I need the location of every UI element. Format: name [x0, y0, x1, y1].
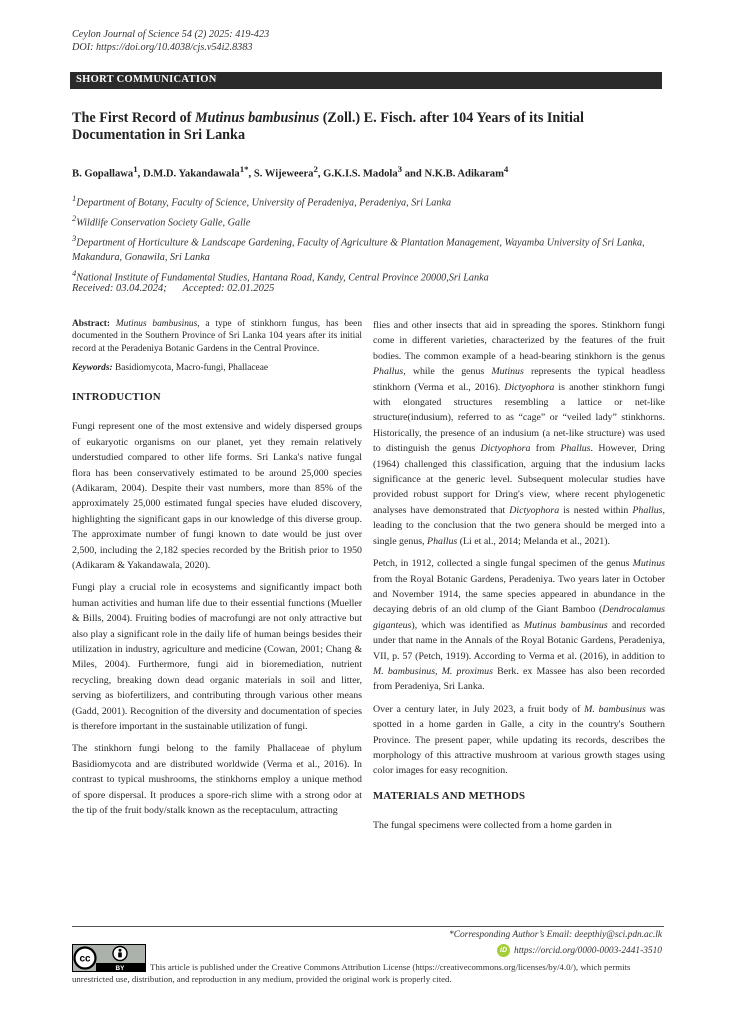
text-run: , while the genus [403, 366, 492, 378]
article-title [72, 110, 672, 144]
paragraph: Fungi play a crucial role in ecosystems and significantly impact both human activities and human life due to their essential functions (Mueller & Bills, 2004). Fruiting bodies of macrofungi are not only attractive but also play a significant role in the daily life of human beings besides their utilization in industry, agriculture and medicine (Cowan, 2001; Chang & Miles, 2004). Furthermore, fungi aid in bioremediation, nutrient recycling, breaking down dead organic materials in soil and litter, serving as biofertilizers, and contributing through various other means (Gadd, 2001). Recognition of the diversity and documentation of species is therefore important in the sustainable utilization of fungi. [72, 582, 362, 733]
keywords [72, 362, 362, 374]
text-run: is nested within [559, 504, 633, 516]
text-run: , leading to the conclusion that the two genera should be merged into a single genus, [373, 504, 665, 547]
left-column [72, 318, 362, 825]
right-column [373, 318, 665, 841]
paragraph: Fungi represent one of the most extensive and widely dispersed groups of eukaryotic organisms on our planet, yet they remain relatively understudied compared to other life forms. Sri Lanka's native fungal flora has been conservatively estimated to be around 25,000 species (Adikaram, 2004). Despite their vast numbers, more than 85% of the approximately 25,000 estimated fungal species have eluded discovery, highlighting the significant gaps in our knowledge of this diverse group. The approximate number of fungi known to date would be just over 2,500, including the 2,182 species recorded by the British prior to 1950 (Adikaram & Yakandawala, 2020). [72, 421, 362, 571]
genus-name: Dictyophora [504, 381, 555, 393]
genus-name: Phallus [373, 366, 404, 378]
doi-link[interactable]: DOI: https://doi.org/10.4038/cjs.v54i2.8383 [72, 42, 253, 53]
author-affil-sup: 3 [397, 164, 403, 174]
text-run: ), which was identified as [411, 619, 524, 631]
author-name: and N.K.B. Adikaram [402, 168, 504, 180]
affiliation-item [72, 191, 668, 211]
author-affil-sup: 1* [239, 164, 249, 174]
species-name: M. bambusinus [584, 703, 646, 715]
affiliation-text: Department of Horticulture & Landscape Gardening, Faculty of Agriculture & Plantation Management, Wayamba University of Sri Lanka, Makandura, Gonawila, Sri Lanka [72, 237, 645, 263]
author-affil-sup: 2 [313, 164, 318, 174]
received-date: Received: 03.04.2024; [72, 283, 167, 294]
keywords-label: Keywords: [72, 362, 113, 373]
author-name: , D.M.D. Yakandawala [137, 168, 240, 180]
affiliation-sup: 1 [72, 193, 77, 203]
paragraph [373, 318, 665, 549]
accepted-date: Accepted: 02.01.2025 [182, 283, 275, 294]
species-name: M. bambusinus, M. proximus [373, 665, 493, 677]
title-text-post: (Zoll.) E. Fisch. after 104 Years of its Initial Documentation in Sri Lanka [72, 110, 584, 143]
genus-name: Dictyophora [480, 443, 531, 455]
text-run: from the Royal Botanic Gardens, Peradeniya. Two years later in October and November 1914, the same species appeared in abundance in the decaying debris of an old clump of the Giant Bamboo ( [373, 573, 665, 616]
abstract-label: Abstract: [72, 319, 111, 329]
species-name: Dendrocalamus giganteus [373, 604, 665, 631]
orcid-icon: iD [497, 944, 510, 957]
affiliation-sup: 4 [72, 267, 77, 278]
text-run: . However, Dring (1964) challenged this classification, arguing that the indusium lacks significance at the generic level. Subsequent molecular studies have provided robust support for Dring's view, where recent phylogenetic analyses have demonstrated that [373, 443, 665, 516]
section-label-bar [70, 72, 662, 89]
text-run: and recorded under that name in the Annals of the Royal Botanic Gardens, Peradeniya, VII, p. 57 (Petch, 1919). According to Verma et al. (2016), in addition to [373, 619, 665, 662]
author-list [72, 163, 672, 181]
footer-divider [72, 926, 664, 927]
author-affil-sup: 1 [133, 164, 138, 174]
section-label: SHORT COMMUNICATION [76, 74, 217, 85]
affiliation-item [72, 231, 668, 266]
corresponding-email[interactable]: *Corresponding Author’s Email: deepthiy@sci.pdn.ac.lk [449, 930, 662, 940]
abstract-text: , a type of stinkhorn fungus, has been documented in the Southern Province of Sri Lanka 104 years after its initial record at the Peradeniya Botanic Gardens in the Central Province. [72, 319, 363, 354]
author-name: , S. Wijeweera [248, 168, 314, 180]
cc-label: cc [79, 953, 91, 965]
genus-name: Phallus [560, 443, 591, 455]
genus-name: Mutinus [632, 558, 665, 570]
paragraph: The fungal specimens were collected from a home garden in [373, 820, 612, 832]
text-run: Berk. ex Massee has also been recorded from Peradeniya, Sri Lanka. [373, 665, 665, 693]
affiliation-item [72, 211, 668, 231]
paragraph: The stinkhorn fungi belong to the family Phallaceae of phylum Basidiomycota and are distributed worldwide (Verma et al., 2016). In contrast to typical mushrooms, the stinkhorns employ a unique method of spore dispersal. It produces a spore-rich slime with a strong odor at the tip of the fruit body/stalk known as the receptaculum, attracting [72, 743, 362, 817]
title-species: Mutinus bambusinus [194, 110, 320, 126]
text-run: Over a century later, in July 2023, a fruit body of [373, 703, 585, 715]
affiliation-text: Department of Botany, Faculty of Science, University of Peradeniya, Peradeniya, Sri Lanka [76, 197, 452, 209]
license-text: This article is published under the Creative Commons Attribution License (https://creativecommons.org/licenses/by/4.0/), which permits unrestricted use, distribution, and reproduction in any medium, provided the original work is properly cited. [72, 962, 631, 984]
affiliation-sup: 3 [72, 232, 77, 243]
text-run: was spotted in a home garden in Galle, a city in the country's Southern Province. The present paper, while updating its records, describes the morphology of this attractive mushroom at various growth stages using color images for easy recognition. [373, 703, 665, 777]
heading-materials-methods: MATERIALS AND METHODS [373, 789, 526, 802]
genus-name: Phallus [427, 535, 458, 547]
title-text-pre: The First Record of [72, 110, 195, 126]
text-run: from [530, 443, 561, 455]
journal-citation: Ceylon Journal of Science 54 (2) 2025: 419-423 [72, 29, 270, 40]
text-run: flies and other insects that aid in spreading the spores. Stinkhorn fungi come in different varieties, characterized by the features of the fruit bodies. The common example of a head-bearing stinkhorn is the genus [373, 320, 665, 362]
genus-name: Phallus [632, 504, 663, 516]
abstract-species: Mutinus bambusinus [115, 319, 198, 329]
paragraph [373, 702, 665, 779]
paragraph [373, 556, 665, 695]
genus-name: Dictyophora [509, 504, 560, 516]
text-run: Petch, in 1912, collected a single fungal specimen of the genus [373, 558, 633, 570]
abstract [72, 318, 362, 355]
species-name: Mutinus bambusinus [523, 619, 608, 631]
keywords-text: Basidiomycota, Macro-fungi, Phallaceae [112, 362, 269, 373]
genus-name: Mutinus [491, 366, 524, 378]
author-affil-sup: 4 [503, 164, 509, 174]
affiliations [72, 191, 668, 286]
affiliation-sup: 2 [72, 212, 77, 223]
by-label: BY [115, 964, 125, 972]
text-run: represents the typical headless stinkhorn (Verma et al., 2016). [373, 366, 665, 393]
author-name: B. Gopallawa [72, 168, 134, 180]
text-run: (Li et al., 2014; Melanda et al., 2021). [457, 535, 610, 547]
author-name: , G.K.I.S. Madola [317, 168, 398, 180]
affiliation-text: Wildlife Conservation Society Galle, Galle [76, 217, 251, 229]
text-run: is another stinkhorn fungi with elongated structures resembling a lattice or net-like structure(indusium), referred to as “cage” or “veiled lady” stinkhorns. Historically, the presence of an indusium (a net-like structure) was used to distinguish the genus [373, 381, 665, 455]
heading-introduction: INTRODUCTION [72, 390, 161, 403]
orcid-link[interactable] [497, 944, 662, 957]
affiliation-text: National Institute of Fundamental Studies, Hantana Road, Kandy, Central Province 20000,Sri Lanka [76, 271, 489, 283]
orcid-url[interactable]: https://orcid.org/0000-0003-2441-3510 [514, 945, 662, 956]
dates-line [72, 283, 274, 294]
